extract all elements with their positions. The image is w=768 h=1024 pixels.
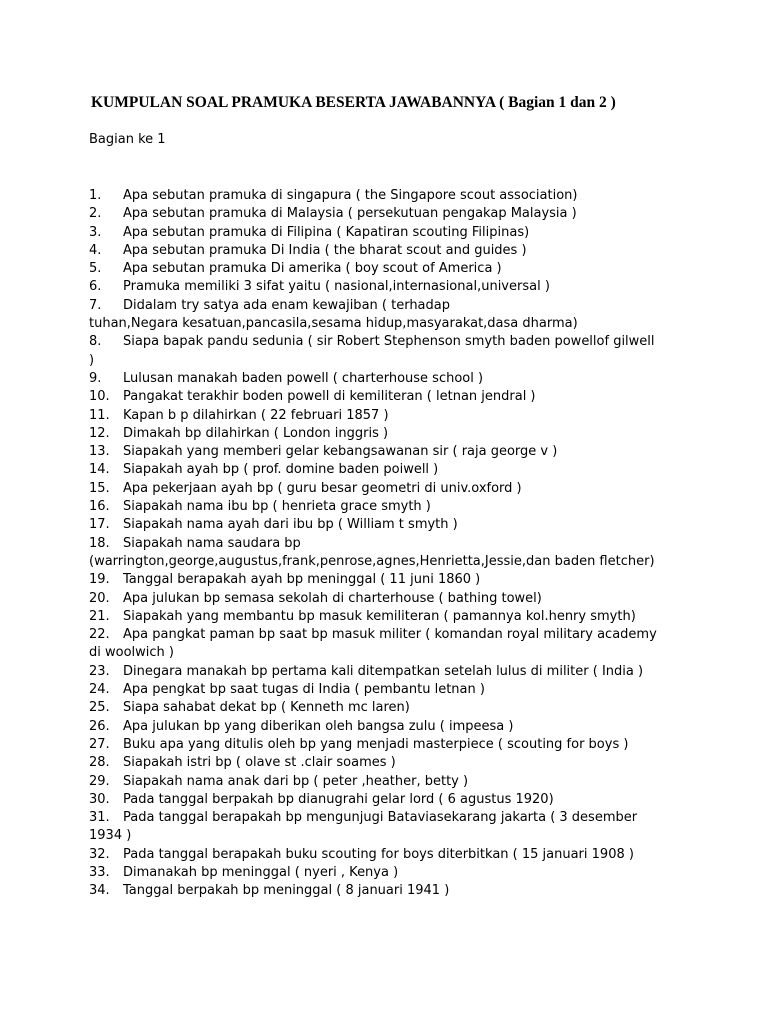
item-number: 24.: [89, 682, 110, 698]
item-text: Siapakah yang memberi gelar kebangsawanan sir ( raja george v ): [123, 444, 558, 460]
item-text: Apa sebutan pramuka di Malaysia ( persekutuan pengakap Malaysia ): [123, 206, 577, 222]
item-text: Pada tanggal berapakah bp mengunjugi Bataviasekarang jakarta ( 3 desember: [123, 810, 638, 826]
question-list: [89, 187, 679, 901]
list-item: [89, 736, 679, 754]
list-item: [89, 224, 679, 242]
item-text: Pada tanggal berapakah buku scouting for boys diterbitkan ( 15 januari 1908 ): [123, 846, 634, 862]
list-item: [89, 388, 679, 406]
item-text: Pada tanggal berpakah bp dianugrahi gelar lord ( 6 agustus 1920): [123, 791, 554, 807]
list-item: [89, 681, 679, 699]
item-text: Siapakah nama ibu bp ( henrieta grace smyth ): [123, 499, 431, 515]
item-text: Apa pengkat bp saat tugas di India ( pembantu letnan ): [123, 682, 485, 698]
item-number: 28.: [89, 755, 110, 771]
item-number: 6.: [89, 279, 102, 295]
list-item: [89, 663, 679, 681]
item-number: 7.: [89, 297, 102, 313]
list-item: [89, 297, 679, 315]
item-number: 16.: [89, 499, 110, 515]
item-number: 9.: [89, 370, 102, 386]
list-item: [89, 754, 679, 772]
item-text: Apa sebutan pramuka Di India ( the bharat scout and guides ): [123, 242, 527, 258]
item-text: Buku apa yang ditulis oleh bp yang menjadi masterpiece ( scouting for boys ): [123, 736, 629, 752]
list-item: [89, 699, 679, 717]
item-text: Dinegara manakah bp pertama kali ditempatkan setelah lulus di militer ( India ): [123, 663, 644, 679]
item-text: Didalam try satya ada enam kewajiban ( terhadap: [123, 297, 450, 313]
item-number: 26.: [89, 718, 110, 734]
list-item: [89, 809, 679, 827]
list-item: [89, 535, 679, 553]
item-continuation: (warrington,george,augustus,frank,penrose,agnes,Henrietta,Jessie,dan baden fletcher): [89, 553, 655, 569]
item-text: Siapa bapak pandu sedunia ( sir Robert Stephenson smyth baden powellof gilwell: [123, 334, 655, 350]
item-number: 11.: [89, 407, 110, 423]
item-number: 2.: [89, 206, 102, 222]
list-item: [89, 333, 679, 351]
item-text: Dimakah bp dilahirkan ( London inggris ): [123, 425, 389, 441]
document-title: KUMPULAN SOAL PRAMUKA BESERTA JAWABANNYA ( Bagian 1 dan 2 ): [91, 94, 616, 111]
item-number: 31.: [89, 810, 110, 826]
list-item: [89, 370, 679, 388]
list-item: [89, 626, 679, 644]
list-item: [89, 773, 679, 791]
list-item: [89, 571, 679, 589]
item-number: 10.: [89, 389, 110, 405]
item-number: 22.: [89, 627, 110, 643]
list-item: [89, 608, 679, 626]
item-number: 13.: [89, 444, 110, 460]
item-continuation: ): [89, 352, 95, 368]
item-text: Siapa sahabat dekat bp ( Kenneth mc laren): [123, 700, 410, 716]
item-continuation: di woolwich ): [89, 645, 174, 661]
item-text: Siapakah nama ayah dari ibu bp ( William t smyth ): [123, 517, 458, 533]
item-number: 20.: [89, 590, 110, 606]
item-text: Siapakah istri bp ( olave st .clair soames ): [123, 755, 396, 771]
list-item: [89, 278, 679, 296]
item-number: 34.: [89, 883, 110, 899]
list-item: [89, 480, 679, 498]
item-continuation: tuhan,Negara kesatuan,pancasila,sesama hidup,masyarakat,dasa dharma): [89, 316, 578, 332]
item-text: Apa pekerjaan ayah bp ( guru besar geometri di univ.oxford ): [123, 480, 522, 496]
list-item: [89, 718, 679, 736]
list-item: [89, 407, 679, 425]
item-number: 19.: [89, 572, 110, 588]
item-number: 30.: [89, 791, 110, 807]
item-number: 8.: [89, 334, 102, 350]
list-item: [89, 882, 679, 900]
item-text: Siapakah nama anak dari bp ( peter ,heather, betty ): [123, 773, 469, 789]
item-text: Apa julukan bp yang diberikan oleh bangsa zulu ( impeesa ): [123, 718, 514, 734]
item-number: 33.: [89, 864, 110, 880]
item-text: Apa sebutan pramuka Di amerika ( boy scout of America ): [123, 261, 502, 277]
item-number: 21.: [89, 608, 110, 624]
item-text: Siapakah yang membantu bp masuk kemiliteran ( pamannya kol.henry smyth): [123, 608, 636, 624]
item-text: Apa julukan bp semasa sekolah di charterhouse ( bathing towel): [123, 590, 542, 606]
list-item: [89, 242, 679, 260]
item-text: Siapakah nama saudara bp: [123, 535, 301, 551]
item-text: Apa sebutan pramuka di singapura ( the Singapore scout association): [123, 188, 578, 203]
item-continuation: 1934 ): [89, 828, 132, 844]
item-number: 29.: [89, 773, 110, 789]
list-item: [89, 443, 679, 461]
item-text: Apa sebutan pramuka di Filipina ( Kapatiran scouting Filipinas): [123, 224, 530, 240]
item-number: 15.: [89, 480, 110, 496]
item-text: Apa pangkat paman bp saat bp masuk militer ( komandan royal military academy: [123, 627, 657, 643]
item-text: Kapan b p dilahirkan ( 22 februari 1857 ): [123, 407, 389, 423]
item-text: Siapakah ayah bp ( prof. domine baden poiwell ): [123, 462, 439, 478]
item-number: 27.: [89, 736, 110, 752]
item-text: Lulusan manakah baden powell ( charterhouse school ): [123, 370, 484, 386]
list-item: [89, 846, 679, 864]
list-item: [89, 425, 679, 443]
item-text: Tanggal berpakah bp meninggal ( 8 januari 1941 ): [123, 883, 450, 899]
list-item: [89, 791, 679, 809]
item-number: 5.: [89, 261, 102, 277]
item-number: 23.: [89, 663, 110, 679]
list-item: [89, 461, 679, 479]
list-item: [89, 516, 679, 534]
item-number: 3.: [89, 224, 102, 240]
section-heading: Bagian ke 1: [89, 132, 166, 147]
item-text: Dimanakah bp meninggal ( nyeri , Kenya ): [123, 864, 399, 880]
item-number: 25.: [89, 700, 110, 716]
item-number: 17.: [89, 517, 110, 533]
item-number: 14.: [89, 462, 110, 478]
list-item: [89, 260, 679, 278]
list-item: [89, 864, 679, 882]
item-number: 4.: [89, 242, 102, 258]
list-item: [89, 590, 679, 608]
item-number: 1.: [89, 188, 102, 203]
item-text: Pangakat terakhir boden powell di kemiliteran ( letnan jendral ): [123, 389, 536, 405]
item-number: 12.: [89, 425, 110, 441]
list-item: [89, 498, 679, 516]
list-item: [89, 187, 679, 205]
item-text: Pramuka memiliki 3 sifat yaitu ( nasional,internasional,universal ): [123, 279, 550, 295]
item-number: 18.: [89, 535, 110, 551]
item-text: Tanggal berapakah ayah bp meninggal ( 11 juni 1860 ): [123, 572, 481, 588]
item-number: 32.: [89, 846, 110, 862]
list-item: [89, 205, 679, 223]
